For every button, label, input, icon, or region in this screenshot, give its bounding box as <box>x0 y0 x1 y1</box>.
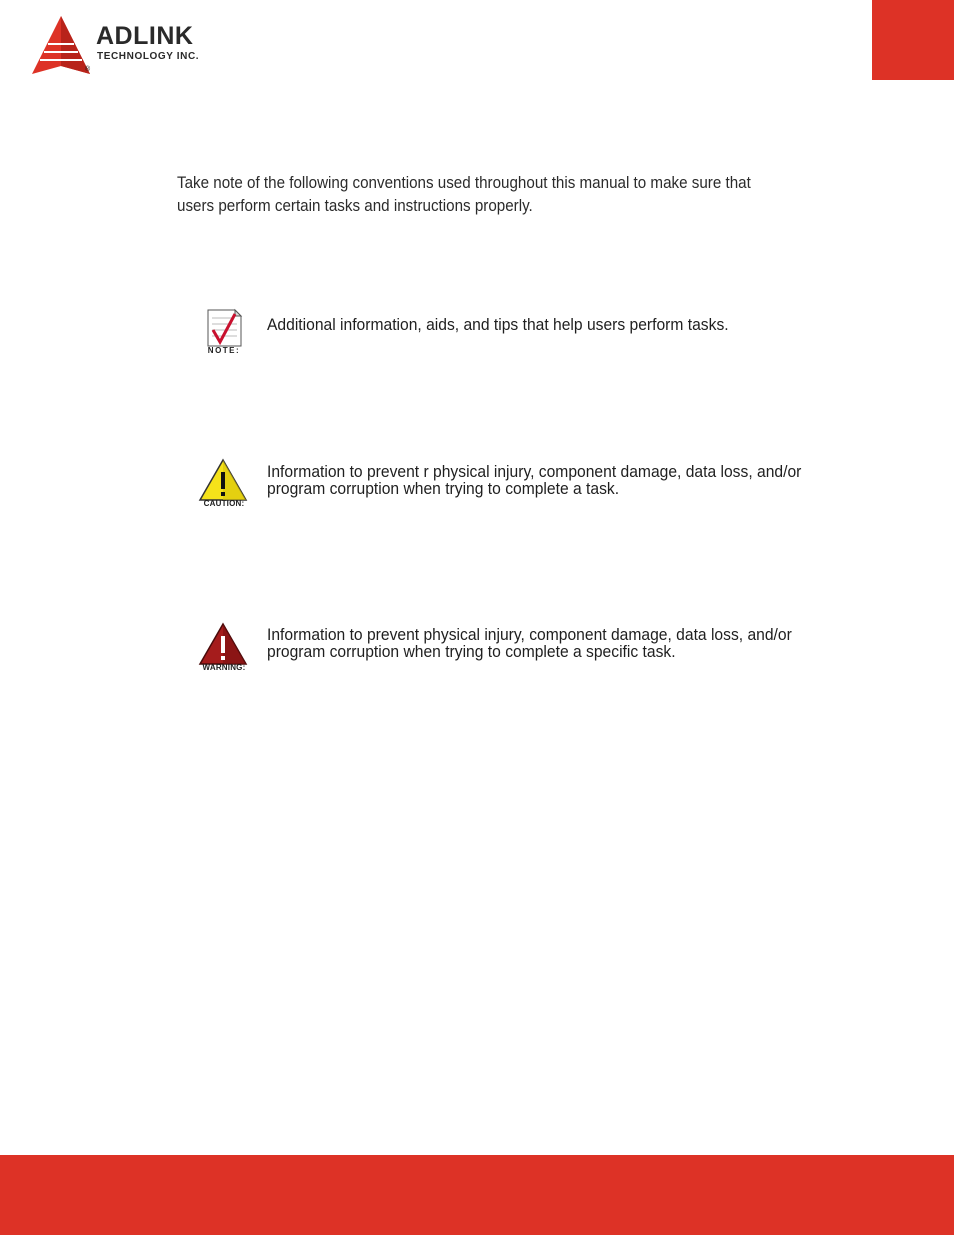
warning-text: Information to prevent physical injury, component damage, data loss, and/or program corruption when trying to complete a specific task. <box>267 625 792 661</box>
intro-paragraph: Take note of the following conventions used throughout this manual to make sure that users perform certain tasks and instructions properly. <box>177 174 751 215</box>
warning-label: WARNING: <box>202 663 246 672</box>
registered-mark: ® <box>85 66 91 73</box>
warning-triangle-icon <box>195 622 253 682</box>
footer-bar <box>0 1155 954 1235</box>
note-text: Additional information, aids, and tips that help users perform tasks. <box>267 315 729 334</box>
brand-name: ADLINK <box>96 22 194 50</box>
caution-label: CAUTION: <box>203 499 245 508</box>
corner-tab <box>872 0 954 80</box>
adlink-logo <box>28 14 228 78</box>
note-checklist-icon <box>195 308 253 368</box>
caution-text: Information to prevent r physical injury, component damage, data loss, and/or program corruption when trying to complete a task. <box>267 462 802 498</box>
caution-triangle-icon <box>195 458 253 518</box>
note-label: NOTE: <box>207 346 241 355</box>
brand-subtitle: TECHNOLOGY INC. <box>97 51 200 62</box>
